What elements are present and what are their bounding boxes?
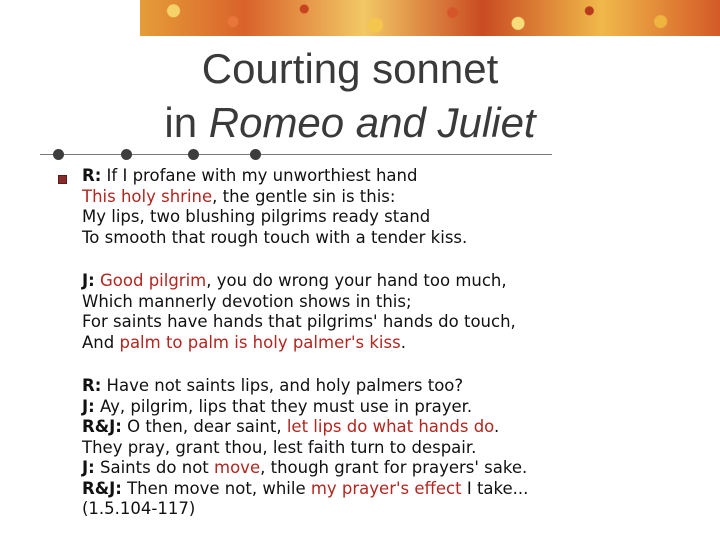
- sonnet-line: [82, 499, 702, 520]
- line-text: , though grant for prayers' sake.: [260, 458, 528, 477]
- bullet-icon: [58, 175, 67, 184]
- highlighted-phrase: move: [214, 458, 261, 477]
- speaker-label: R&J:: [82, 478, 122, 498]
- line-text: , you do wrong your hand too much,: [206, 271, 507, 290]
- line-text: Have not saints lips, and holy palmers too?: [101, 376, 464, 395]
- speaker-label: J:: [82, 458, 95, 477]
- line-text: , the gentle sin is this:: [212, 186, 396, 206]
- speaker-label: J:: [82, 271, 95, 290]
- highlighted-phrase: Good pilgrim: [100, 271, 207, 290]
- line-text: And: [82, 332, 120, 352]
- sonnet-line: [82, 228, 702, 249]
- title-divider: [40, 154, 552, 155]
- line-text: If I profane with my unworthiest hand: [101, 166, 418, 185]
- sonnet-line: [82, 271, 702, 292]
- line-text: Then move not, while: [121, 478, 311, 498]
- stanza-gap: [82, 248, 702, 271]
- sonnet-line: [82, 479, 702, 500]
- sonnet-line: [82, 166, 702, 187]
- sonnet-line: [82, 438, 702, 459]
- sonnet-line: [82, 312, 702, 333]
- sonnet-line: [82, 187, 702, 208]
- speaker-label: R:: [82, 166, 102, 185]
- sonnet-line: [82, 376, 702, 397]
- sonnet-line: [82, 292, 702, 313]
- line-text: Saints do not: [94, 458, 215, 477]
- line-text: O then, dear saint,: [121, 417, 287, 436]
- slide-title-line-2: [120, 98, 580, 148]
- line-text: I take...: [461, 478, 529, 498]
- divider-dot: [121, 149, 132, 160]
- sonnet-line: [82, 207, 702, 228]
- divider-dot: [250, 149, 261, 160]
- line-text: To smooth that rough touch with a tender kiss.: [82, 227, 468, 247]
- speaker-label: R:: [82, 376, 102, 395]
- line-text: They pray, grant thou, lest faith turn to despair.: [82, 437, 477, 457]
- sonnet-text: [82, 166, 702, 520]
- sonnet-line: [82, 333, 702, 354]
- line-text: .: [400, 332, 406, 352]
- speaker-label: R&J:: [82, 417, 122, 436]
- highlighted-phrase: This holy shrine: [82, 186, 213, 206]
- slide-title-line-1: Courting sonnet: [201, 45, 499, 92]
- line-text: .: [493, 417, 500, 436]
- line-text: Ay, pilgrim, lips that they must use in prayer.: [94, 396, 473, 416]
- decorative-banner: [126, 0, 720, 36]
- stanza-gap: [82, 353, 702, 376]
- sonnet-line: [82, 458, 702, 479]
- speaker-label: J:: [82, 396, 95, 416]
- banner-edge: [126, 0, 140, 36]
- line-text: My lips, two blushing pilgrims ready stand: [82, 207, 431, 226]
- divider-dot: [188, 149, 199, 160]
- line-text: Which mannerly devotion shows in this;: [82, 291, 412, 311]
- highlighted-phrase: let lips do what hands do: [286, 417, 494, 436]
- line-text: For saints have hands that pilgrims' hands do touch,: [82, 312, 516, 331]
- line-text: (1.5.104-117): [82, 499, 196, 518]
- divider-dot: [53, 149, 64, 160]
- sonnet-line: [82, 397, 702, 418]
- sonnet-line: [82, 417, 702, 438]
- slide-title-italic: Romeo and Juliet: [208, 99, 536, 146]
- highlighted-phrase: palm to palm is holy palmer's kiss: [119, 332, 401, 352]
- highlighted-phrase: my prayer's effect: [310, 478, 462, 498]
- slide-title-prefix: in: [164, 99, 209, 146]
